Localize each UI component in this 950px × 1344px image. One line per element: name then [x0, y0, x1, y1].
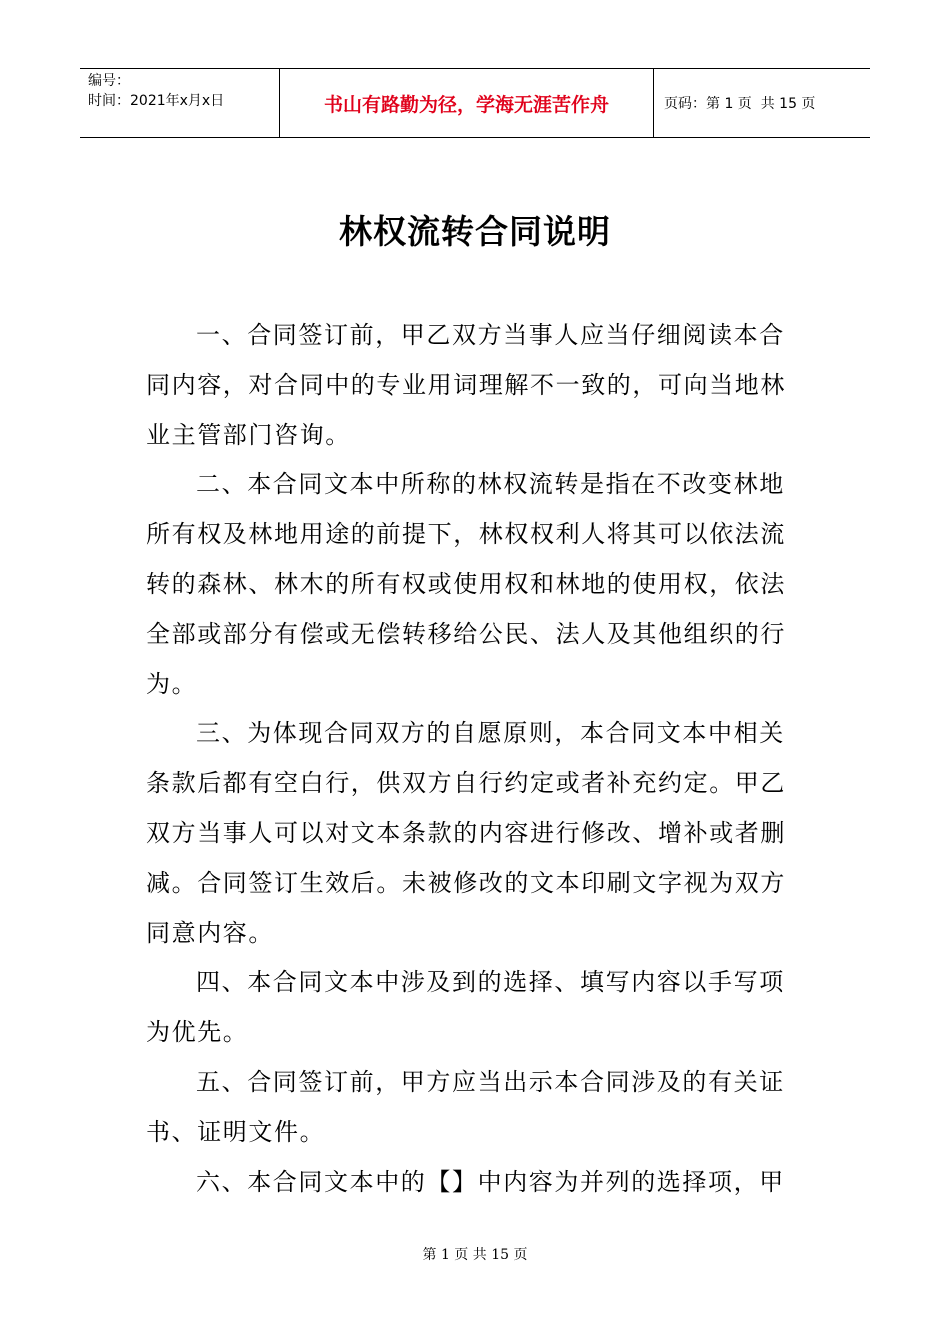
time-label: 时间：2021年x月x日	[88, 93, 225, 109]
document-title: 林权流转合同说明	[339, 212, 611, 251]
number-label: 编号：	[88, 73, 130, 89]
paragraph-4: 四、本合同文本中涉及到的选择、填写内容以手写项为优先。	[146, 968, 785, 1047]
paragraph-3: 三、为体现合同双方的自愿原则，本合同文本中相关条款后都有空白行，供双方自行约定或者补充约定。甲乙双方当事人可以对文本条款的内容进行修改、增补或者删减。合同签订生效后。未被修改的文本印刷文字视为双方同意内容。	[146, 719, 786, 947]
page-footer: 第 1 页 共 15 页	[422, 1247, 528, 1263]
paragraph-5: 五、合同签订前，甲方应当出示本合同涉及的有关证书、证明文件。	[146, 1067, 785, 1146]
header-page-info: 页码：第 1 页 共 15 页	[664, 96, 816, 112]
paragraph-6: 六、本合同文本中的【】中内容为并列的选择项，甲	[196, 1167, 785, 1196]
header-meta	[80, 69, 280, 137]
header-motto: 书山有路勤为径，学海无涯苦作舟	[280, 69, 654, 137]
document-body	[146, 311, 786, 1207]
paragraph-2: 二、本合同文本中所称的林权流转是指在不改变林地所有权及林地用途的前提下，林权权利人将其可以依法流转的森林、林木的所有权或使用权和林地的使用权，依法全部或部分有偿或无偿转移给公民、法人及其他组织的行为。	[146, 470, 786, 698]
page-header	[80, 68, 870, 138]
paragraph-1: 一、合同签订前，甲乙双方当事人应当仔细阅读本合同内容，对合同中的专业用词理解不一致的，可向当地林业主管部门咨询。	[146, 321, 786, 449]
